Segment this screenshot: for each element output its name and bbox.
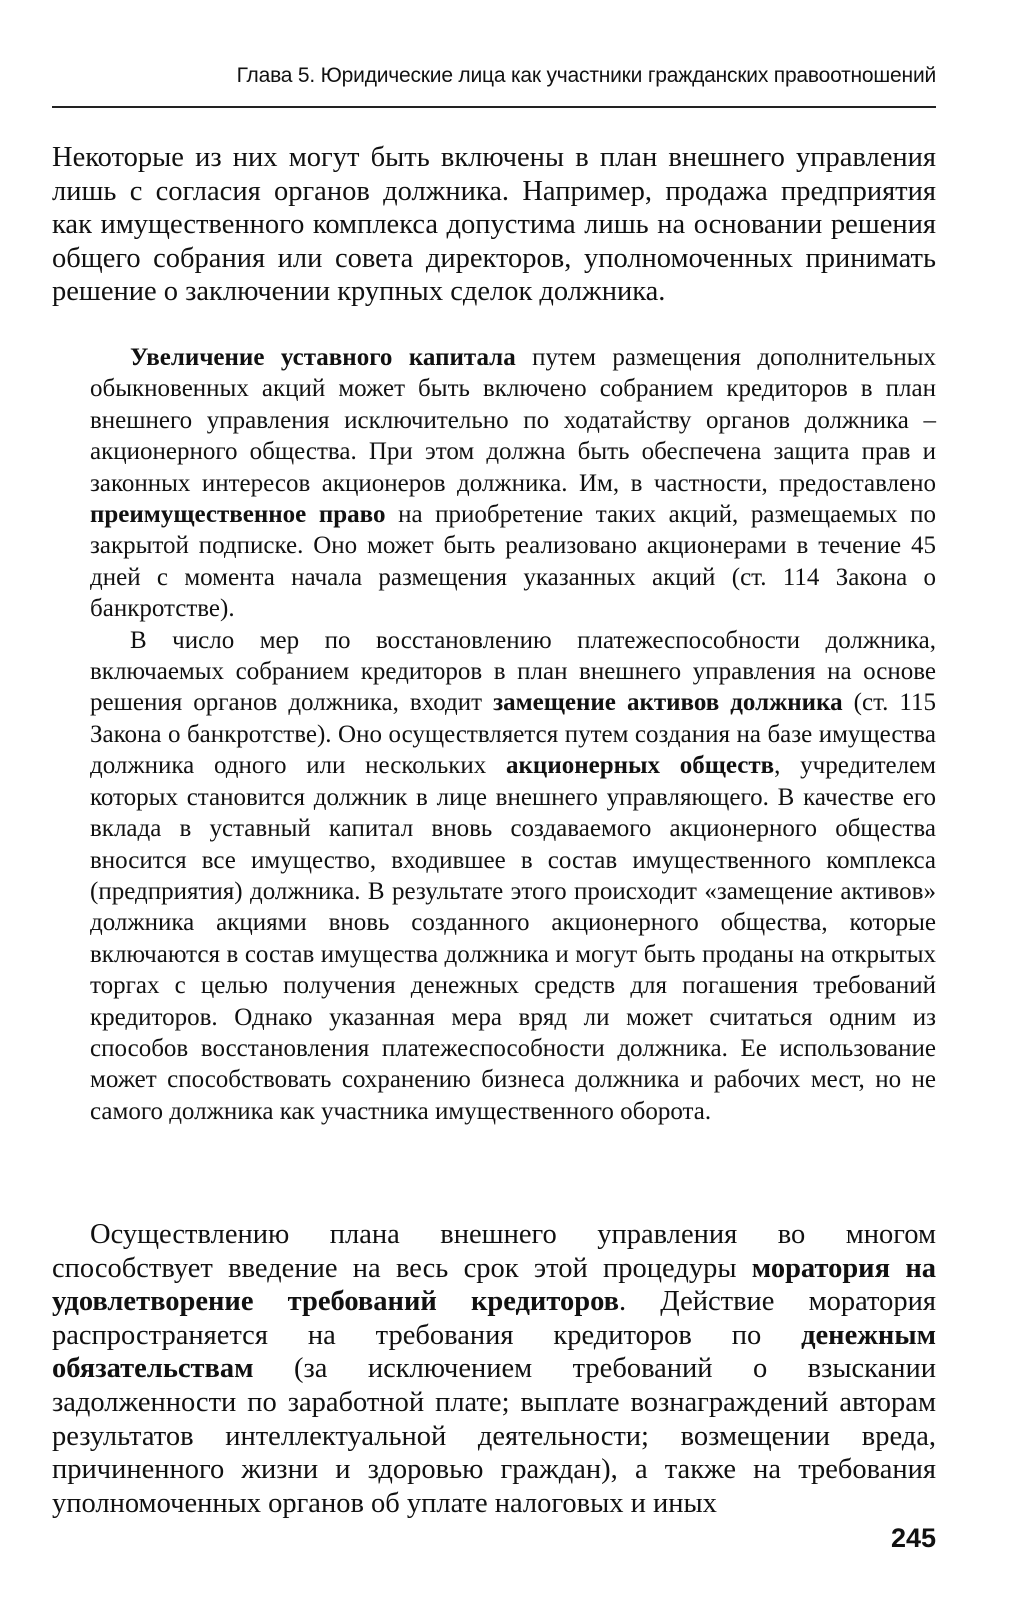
term-monetary-obligations: денежным обязательствам [52,1319,936,1385]
paragraph-2-text-b: на приобретение таких акций, размещаемых по закрытой подписке. Оно может быть реализовано акционерами в течение 45 дней с момента начала размещения указанных акций (ст. 114 Закона о банкротстве). [90,501,936,623]
paragraph-4-block [52,1218,936,1520]
term-preemptive-right: преимущественное право [90,501,386,529]
paragraph-3-text-c: , учредителем которых становится должник в лице внешнего управляющего. В качестве его вклада в уставный капитал вновь создаваемого акционерного общества вносится все имущество, входившее в состав имущественного комплекса (предприятия) должника. В результате этого происходит «замещение активов» должника акциями вновь созданного акционерного общества, которые включаются в состав имущества должника и могут быть проданы на открытых торгах с целью получения денежных средств для погашения требований кредиторов. Однако указанная мера вряд ли может считаться одним из способов восстановления платежеспособности должника. Ее использование может способствовать сохранению бизнеса должника и рабочих мест, но не самого должника как участника имущественного оборота. [90,752,936,1125]
paragraph-3-text-b: (ст. 115 Закона о банкротстве). Оно осуществляется путем создания на базе имущества должника одного или нескольких [90,689,936,780]
paragraph-4-text-b: . Действие моратория распространяется на требования кредиторов по [52,1286,936,1351]
running-header [52,64,936,108]
term-moratorium: моратория на удовлетворение требований кредиторов [52,1252,936,1318]
paragraph-1: Некоторые из них могут быть включены в план внешнего управления лишь с согласия органов должника. Например, продажа предприятия как имущественного комплекса допустима лишь на основании решения общего собрания или совета директоров, уполномоченных принимать решение о заключении крупных сделок должника. [52,142,936,308]
term-increase-capital: Увеличение уставного капитала [130,344,516,371]
paragraph-2 [90,342,936,625]
paragraph-4 [52,1218,936,1520]
paragraph-4-text-c: (за исключением требований о взыскании задолженности по заработной плате; выплате вознаграждений авторам результатов интеллектуальной деятельности; возмещении вреда, причиненного жизни и здоровью граждан), а также на требования уполномоченных органов об уплате налоговых и иных [52,1353,936,1519]
small-print-block [90,342,936,1127]
paragraph-1-block [52,141,936,309]
paragraph-4-text-a: Осуществлению плана внешнего управления во многом способствует введение на весь срок этой процедуры [52,1219,936,1284]
term-asset-replacement: замещение активов должника [493,689,843,717]
page-number: 245 [890,1523,936,1553]
term-joint-stock-companies: акционерных обществ [506,752,775,780]
running-header-title: Глава 5. Юридические лица как участники гражданских правоотношений [236,64,936,87]
paragraph-3-text-a: В число мер по восстановлению платежеспособности должника, включаемых собранием кредиторов в план внешнего управления на основе решения органов должника, входит [90,626,936,717]
paragraph-3 [90,625,936,1128]
paragraph-2-text-a: путем размещения дополнительных обыкновенных акций может быть включено собранием кредиторов в план внешнего управления исключительно по ходатайству органов должника – акционерного общества. При этом должна быть обеспечена защита прав и законных интересов акционеров должника. Им, в частности, предоставлено [90,344,937,497]
